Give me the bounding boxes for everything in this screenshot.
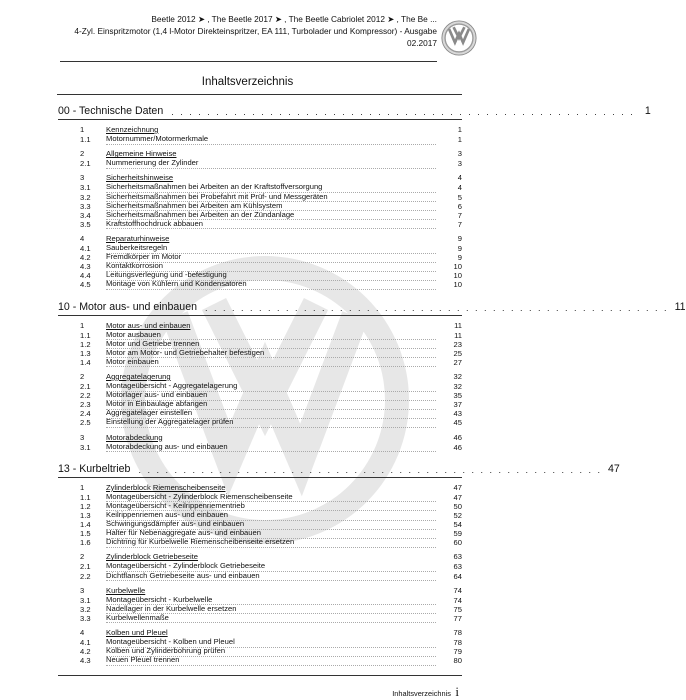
entry-title: Motor ausbauen <box>106 331 436 341</box>
entry-page: 5 <box>457 192 462 202</box>
chapter-heading[interactable] <box>58 452 620 478</box>
toc-entry[interactable] <box>58 656 462 665</box>
section-title: Sicherheitshinweise <box>106 173 174 183</box>
section-title: Reparaturhinweise <box>106 233 170 243</box>
entry-title: Montageübersicht - Kurbelwelle <box>106 596 436 606</box>
entry-title: Einstellung der Aggregatelager prüfen <box>106 418 436 428</box>
footer-label: Inhaltsverzeichnis <box>392 689 451 698</box>
section-page: 11 <box>454 320 462 330</box>
entry-title: Motornummer/Motormerkmale <box>106 135 436 145</box>
entry-page: 10 <box>453 271 462 281</box>
entry-number: 4.1 <box>80 638 91 648</box>
entry-page: 10 <box>453 262 462 272</box>
entry-title: Montageübersicht - Keilrippenriementrieb <box>106 502 436 512</box>
entry-number: 1.5 <box>80 529 91 539</box>
entry-title: Schwingungsdämpfer aus- und einbauen <box>106 520 436 530</box>
entry-page: 9 <box>457 253 462 263</box>
entry-page: 77 <box>453 613 462 623</box>
page-title: Inhaltsverzeichnis <box>201 76 294 88</box>
entry-title: Motor und Getriebe trennen <box>106 340 436 350</box>
entry-page: 74 <box>453 595 462 605</box>
entry-number: 3.2 <box>80 192 91 202</box>
entry-page: 60 <box>453 538 462 548</box>
toc-entry[interactable] <box>58 220 462 229</box>
section-number: 3 <box>80 585 85 595</box>
entry-title: Dichtring für Kurbelwelle Riemenscheibenseite ersetzen <box>106 538 436 548</box>
toc-entry[interactable] <box>58 443 462 452</box>
entry-number: 4.2 <box>80 253 91 263</box>
entry-title: Kurbelwellenmaße <box>106 614 436 624</box>
entry-title: Montage von Kühlern und Kondensatoren <box>106 280 436 290</box>
chapter-title: 10 - Motor aus- und einbauen <box>58 300 197 313</box>
entry-number: 1.2 <box>80 339 91 349</box>
entry-title: Leitungsverlegung und -befestigung <box>106 271 436 281</box>
entry-page: 10 <box>453 280 462 290</box>
header-text <box>74 13 437 50</box>
entry-number: 4.2 <box>80 647 91 657</box>
entry-title: Aggregatelager einstellen <box>106 409 436 419</box>
entry-number: 1.6 <box>80 538 91 548</box>
header-models: Beetle 2012 ➤ , The Beetle 2017 ➤ , The Beetle Cabriolet 2012 ➤ , The Be ... <box>151 14 437 24</box>
entry-number: 1.3 <box>80 511 91 520</box>
toc-entry[interactable] <box>58 418 462 427</box>
section-number: 2 <box>80 371 85 381</box>
entry-page: 79 <box>453 647 462 657</box>
section-number: 1 <box>80 320 85 330</box>
entry-title: Neuen Pleuel trennen <box>106 656 436 666</box>
entry-page: 59 <box>453 529 462 539</box>
entry-title: Montageübersicht - Kolben und Pleuel <box>106 638 436 648</box>
section-number: 2 <box>80 149 85 159</box>
entry-page: 7 <box>457 210 462 220</box>
section-page: 9 <box>457 233 462 243</box>
entry-page: 27 <box>453 357 462 367</box>
section-page: 74 <box>453 585 462 595</box>
entry-title: Motor einbauen <box>106 358 436 368</box>
header-engine: 4-Zyl. Einspritzmotor (1,4 l-Motor Direkteinspritzer, EA 111, Turbolader und Kompressor) - Ausgabe <box>74 26 437 37</box>
toc-entry[interactable] <box>58 280 462 289</box>
entry-page: 78 <box>453 638 462 648</box>
entry-title: Kontaktkorrosion <box>106 262 436 272</box>
entry-page: 9 <box>457 244 462 254</box>
entry-title: Motorlager aus- und einbauen <box>106 391 436 401</box>
entry-title: Halter für Nebenaggregate aus- und einbauen <box>106 529 436 539</box>
entry-page: 64 <box>453 571 462 581</box>
entry-number: 1.1 <box>80 135 91 145</box>
entry-title: Sicherheitsmaßnahmen bei Probefahrt mit Prüf- und Messgeräten <box>106 193 436 203</box>
entry-page: 7 <box>457 219 462 229</box>
toc-entry[interactable] <box>58 358 462 367</box>
entry-number: 2.1 <box>80 382 91 392</box>
entry-number: 3.5 <box>80 219 91 229</box>
entry-page: 43 <box>453 409 462 419</box>
chapter-title: 00 - Technische Daten <box>58 105 164 117</box>
entry-page: 23 <box>453 339 462 349</box>
entry-page: 3 <box>457 159 462 169</box>
entry-title: Montageübersicht - Aggregatelagerung <box>106 382 436 392</box>
chapter-heading[interactable] <box>58 94 651 120</box>
entry-page: 11 <box>454 330 462 340</box>
entry-title: Sicherheitsmaßnahmen bei Arbeiten an der Zündanlage <box>106 211 436 221</box>
entry-title: Kraftstoffhochdruck abbauen <box>106 220 436 230</box>
entry-number: 4.3 <box>80 656 91 666</box>
section-page: 4 <box>457 173 462 183</box>
entry-title: Keilrippenriemen aus- und einbauen <box>106 511 436 521</box>
chapter-page: 11 <box>674 300 686 313</box>
toc-entry[interactable] <box>58 572 462 581</box>
entry-page: 25 <box>453 348 462 358</box>
entry-number: 2.2 <box>80 391 91 401</box>
entry-page: 32 <box>453 382 462 392</box>
chapter-page: 47 <box>608 462 620 475</box>
section-page: 78 <box>453 628 462 638</box>
entry-number: 1.4 <box>80 520 91 530</box>
header-rule <box>60 61 437 62</box>
section-number: 3 <box>80 173 85 183</box>
entry-number: 4.3 <box>80 262 91 272</box>
section-title: Aggregatelagerung <box>106 371 171 381</box>
section-title: Kolben und Pleuel <box>106 628 168 638</box>
section-title: Kennzeichnung <box>106 125 159 134</box>
entry-number: 1.3 <box>80 348 91 358</box>
chapter-page: 1 <box>644 105 651 117</box>
header-edition: 02.2017 <box>407 38 437 49</box>
entry-page: 4 <box>457 183 462 193</box>
entry-title: Sauberkeitsregeln <box>106 244 436 254</box>
entry-number: 1.2 <box>80 501 91 511</box>
entry-number: 3.4 <box>80 210 91 220</box>
toc-entry[interactable] <box>58 614 462 623</box>
entry-number: 2.5 <box>80 418 91 428</box>
entry-number: 1.4 <box>80 357 91 367</box>
entry-number: 4.5 <box>80 280 91 290</box>
entry-page: 75 <box>453 604 462 614</box>
section-page: 3 <box>457 149 462 159</box>
entry-number: 3.3 <box>80 613 91 623</box>
entry-number: 4.4 <box>80 271 91 281</box>
entry-title: Dichtflansch Getriebeseite aus- und einbauen <box>106 572 436 582</box>
toc-entry[interactable] <box>58 159 462 168</box>
chapter-title: 13 - Kurbeltrieb <box>58 462 131 475</box>
toc-entry[interactable] <box>58 538 462 547</box>
entry-number: 3.1 <box>80 183 91 193</box>
section-title: Kurbelwelle <box>106 585 146 595</box>
entry-title: Nadellager in der Kurbelwelle ersetzen <box>106 605 436 615</box>
section-title: Zylinderblock Getriebeseite <box>106 552 199 562</box>
section-number: 1 <box>80 482 85 492</box>
section-number: 2 <box>80 552 85 562</box>
entry-title: Fremdkörper im Motor <box>106 253 436 263</box>
dot-leader: . . . . . . . . . . . . . . . . . . . . . . . . . . . . . . . . . . . . . . . . . . . . . . . . . . . . <box>171 107 635 117</box>
entry-number: 2.2 <box>80 571 91 581</box>
section-title: Zylinderblock Riemenscheibenseite <box>106 482 226 492</box>
entry-title: Nummerierung der Zylinder <box>106 159 436 169</box>
entry-number: 2.1 <box>80 562 91 572</box>
entry-page: 37 <box>453 400 462 410</box>
section-page: 32 <box>453 371 462 381</box>
entry-title: Motor am Motor- und Getriebehalter befestigen <box>106 349 436 359</box>
table-of-contents <box>58 94 686 666</box>
entry-number: 2.4 <box>80 409 91 419</box>
entry-title: Kolben und Zylinderbohrung prüfen <box>106 647 436 657</box>
entry-page: 63 <box>453 562 462 572</box>
entry-title: Montageübersicht - Zylinderblock Riemenscheibenseite <box>106 493 436 503</box>
entry-page: 35 <box>453 391 462 401</box>
entry-page: 45 <box>453 418 462 428</box>
entry-number: 4.1 <box>80 244 91 254</box>
entry-number: 1.1 <box>80 492 91 502</box>
entry-number: 2.1 <box>80 159 91 169</box>
entry-page: 46 <box>453 442 462 452</box>
entry-page: 50 <box>453 501 462 511</box>
toc-entry[interactable] <box>58 135 462 144</box>
footer-rule <box>58 675 462 676</box>
entry-page: 1 <box>457 135 462 145</box>
section-number: 1 <box>80 125 85 134</box>
entry-number: 2.3 <box>80 400 91 410</box>
entry-title: Motor in Einbaulage abfangen <box>106 400 436 410</box>
section-page: 63 <box>453 552 462 562</box>
entry-title: Sicherheitsmaßnahmen bei Arbeiten am Kühlsystem <box>106 202 436 212</box>
dot-leader: . . . . . . . . . . . . . . . . . . . . . . . . . . . . . . . . . . . . . . . . . . . . . . . . . . . . <box>205 302 669 313</box>
entry-page: 6 <box>457 201 462 211</box>
entry-page: 47 <box>453 492 462 502</box>
page-header <box>0 10 495 60</box>
entry-number: 3.2 <box>80 604 91 614</box>
dot-leader: . . . . . . . . . . . . . . . . . . . . . . . . . . . . . . . . . . . . . . . . . . . . . . . . . . . . <box>138 464 602 475</box>
section-number: 3 <box>80 432 85 442</box>
entry-number: 3.3 <box>80 201 91 211</box>
section-number: 4 <box>80 628 85 638</box>
entry-page: 54 <box>453 520 462 530</box>
entry-number: 3.1 <box>80 442 91 452</box>
entry-number: 3.1 <box>80 595 91 605</box>
entry-number: 1.1 <box>80 330 91 340</box>
entry-title: Motorabdeckung aus- und einbauen <box>106 443 436 453</box>
entry-title: Sicherheitsmaßnahmen bei Arbeiten an der Kraftstoffversorgung <box>106 183 436 193</box>
entry-page: 52 <box>453 511 462 520</box>
section-page: 1 <box>457 125 462 134</box>
section-page: 46 <box>453 432 462 442</box>
section-title: Motorabdeckung <box>106 432 163 442</box>
entry-page: 80 <box>453 656 462 666</box>
chapter-heading[interactable] <box>58 290 686 316</box>
section-title: Allgemeine Hinweise <box>106 149 177 159</box>
section-title: Motor aus- und einbauen <box>106 320 191 330</box>
footer-page-number: i <box>455 684 459 699</box>
entry-title: Montageübersicht - Zylinderblock Getriebeseite <box>106 562 436 572</box>
vw-logo-icon <box>441 20 477 56</box>
section-page: 47 <box>453 482 462 492</box>
section-number: 4 <box>80 233 85 243</box>
